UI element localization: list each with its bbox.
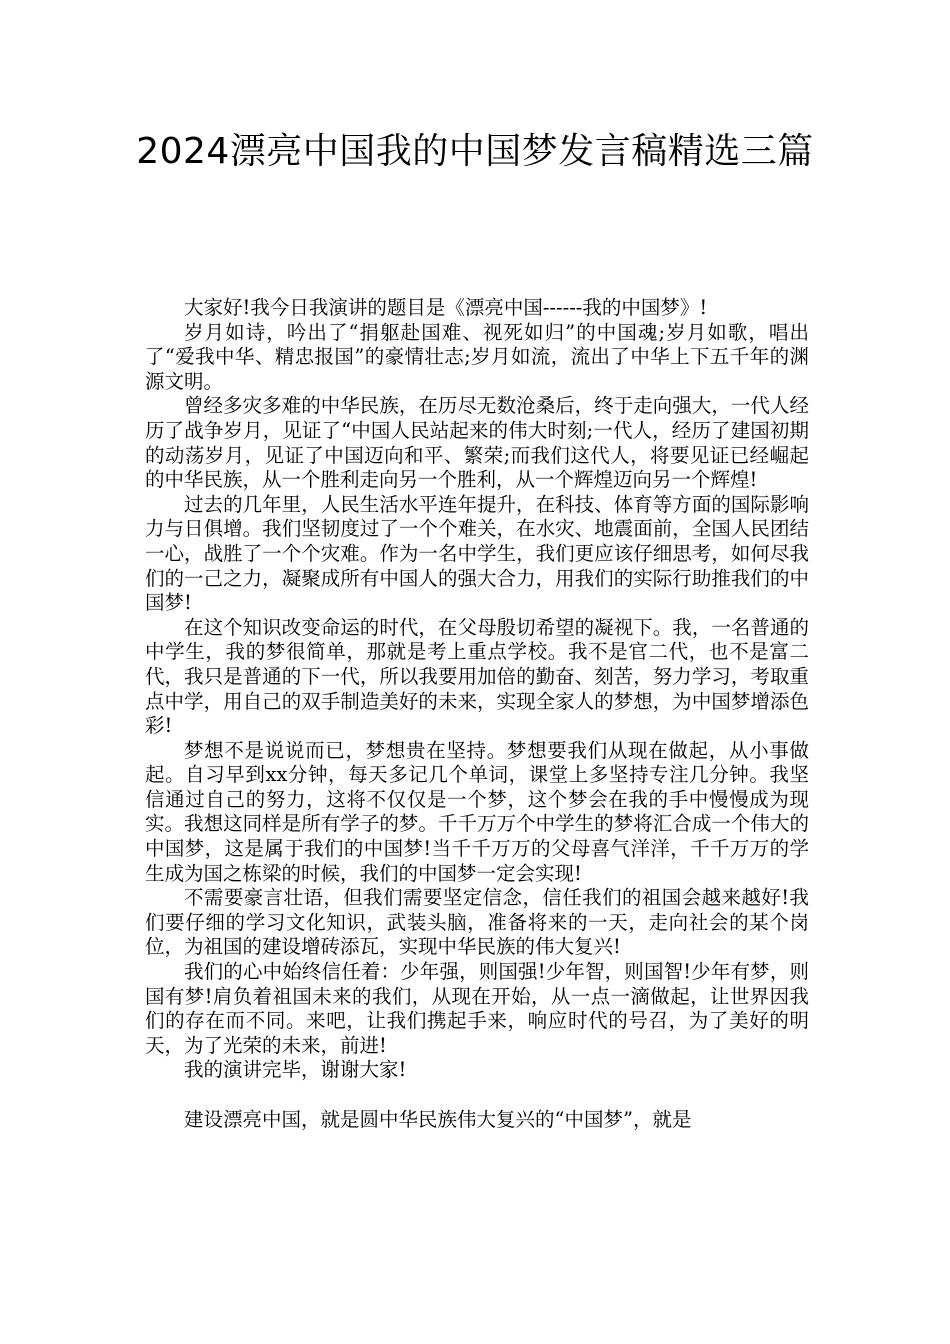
paragraph-years-poem: 岁月如诗，吟出了“捐躯赴国难、视死如归”的中国魂;岁月如歌，唱出了“爱我中华、精忠报国”的豪情壮志;岁月如流，流出了中华上下五千年的渊源文明。 bbox=[145, 320, 809, 393]
paragraph-youth-strong: 我们的心中始终信任着：少年强，则国强!少年智，则国智!少年有梦，则国有梦!肩负着祖国未来的我们，从现在开始，从一点一滴做起，让世界因我们的存在而不同。来吧，让我们携起手来，响应时代的号召，为了美好的明天，为了光荣的未来，前进! bbox=[145, 960, 809, 1057]
document-body bbox=[145, 296, 809, 1132]
paragraph-greeting: 大家好!我今日我演讲的题目是《漂亮中国------我的中国梦》! bbox=[184, 296, 708, 319]
paragraph-second-speech-start: 建设漂亮中国，就是圆中华民族伟大复兴的“中国梦”，就是 bbox=[184, 1107, 692, 1131]
paragraph-persistence: 梦想不是说说而已，梦想贵在坚持。梦想要我们从现在做起，从小事做起。自习早到xx分钟，每天多记几个单词，课堂上多坚持专注几分钟。我坚信通过自己的努力，这将不仅仅是一个梦，这个梦会在我的手中慢慢成为现实。我想这同样是所有学子的梦。千千万万个中学生的梦将汇合成一个伟大的中国梦，这是属于我们的中国梦!当千千万万的父母喜气洋洋，千千万万的学生成为国之栋梁的时候，我们的中国梦一定会实现! bbox=[145, 738, 809, 885]
paragraph-nation-history: 曾经多灾多难的中华民族，在历尽无数沧桑后，终于走向强大，一代人经历了战争岁月，见证了“中国人民站起来的伟大时刻;一代人，经历了建国初期的动荡岁月，见证了中国迈向和平、繁荣;而我们这代人，将要见证已经崛起的中华民族，从一个胜利走向另一个胜利，从一个辉煌迈向另一个辉煌! bbox=[145, 394, 809, 492]
paragraph-past-years: 过去的几年里，人民生活水平连年提升，在科技、体育等方面的国际影响力与日俱增。我们坚韧度过了一个个难关，在水灾、地震面前，全国人民团结一心，战胜了一个个灾难。作为一名中学生，我们更应该仔细思考，如何尽我们的一己之力，凝聚成所有中国人的强大合力，用我们的实际行助推我们的中国梦! bbox=[145, 492, 809, 615]
paragraph-knowledge-era: 在这个知识改变命运的时代，在父母殷切希望的凝视下。我，一名普通的中学生，我的梦很简单，那就是考上重点学校。我不是官二代，也不是富二代，我只是普通的下一代，所以我要用加倍的勤奋、刻苦，努力学习，考取重点中学，用自己的双手制造美好的未来，实现全家人的梦想，为中国梦增添色彩! bbox=[145, 615, 809, 738]
paragraph-closing: 我的演讲完毕，谢谢大家! bbox=[184, 1058, 407, 1082]
document-title: 2024漂亮中国我的中国梦发言稿精选三篇 bbox=[136, 131, 814, 172]
paragraph-belief: 不需要豪言壮语，但我们需要坚定信念，信任我们的祖国会越来越好!我们要仔细的学习文化知识，武装头脑，准备将来的一天，走向社会的某个岗位，为祖国的建设增砖添瓦，实现中华民族的伟大复兴! bbox=[145, 886, 809, 959]
